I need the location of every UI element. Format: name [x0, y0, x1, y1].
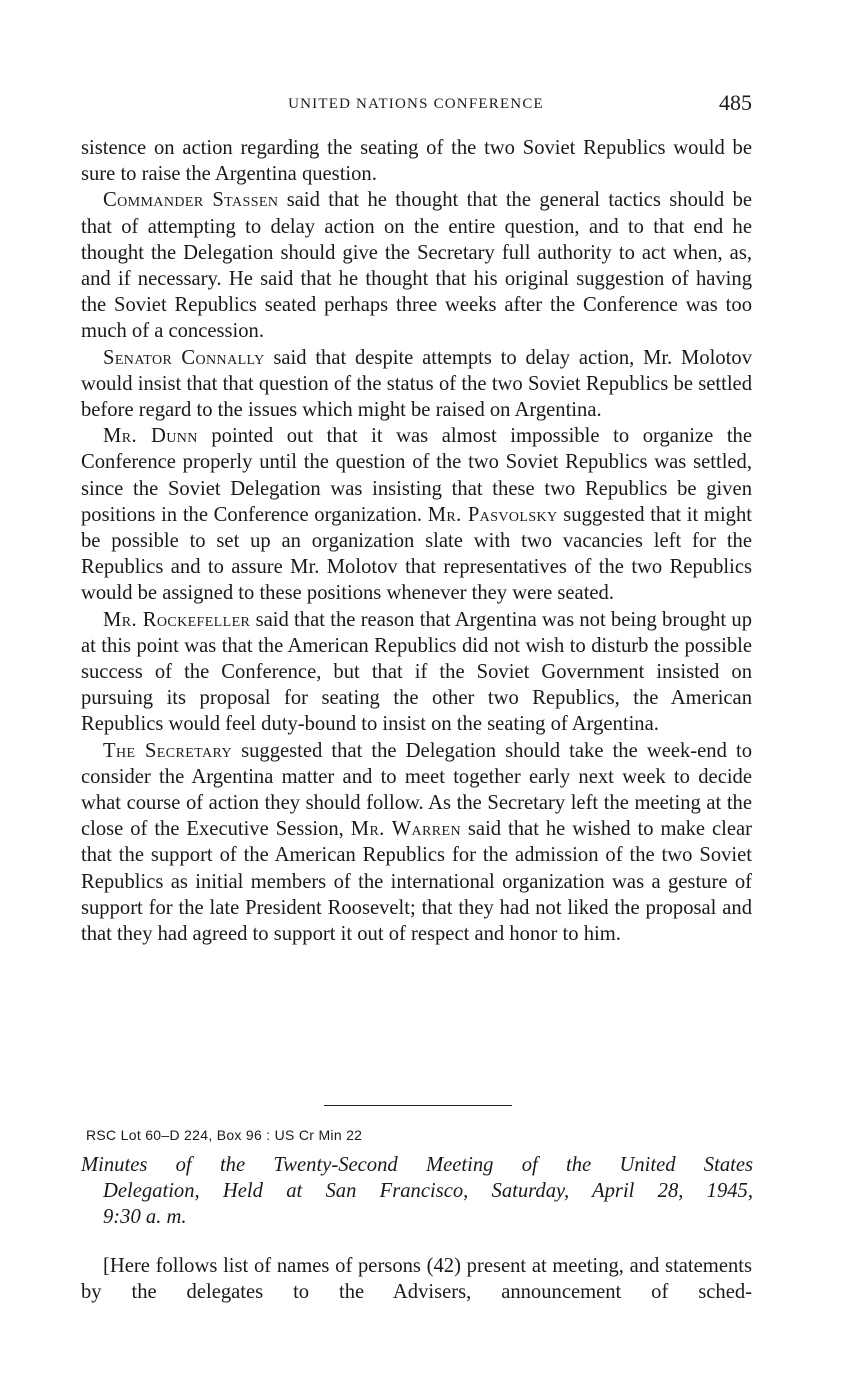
- paragraph: [81, 423, 752, 606]
- paragraph-text: said that he thought that the general tactics should be that of attempting to delay action on the entire question, and to that end he thought the Delegation should give the Secretary full authority to act when, as, and if necessary. He said that he thought that his original suggestion of having the Soviet Republics seated perhaps three weeks after the Conference was too much of a concession.: [81, 189, 753, 343]
- paragraph-text: suggested that the Delegation should take the week-end to consider the Argentina matter and to meet together early next week to decide what course of action they should follow. As the Secretary left the meeting at the close of the Executive Session,: [81, 739, 752, 841]
- speaker-name: Mr. Dunn: [103, 425, 198, 448]
- paragraph-text: suggested that it might be possible to set up an organization slate with two vacancies left for the Republics and to assure Mr. Molotov that representatives of the two Republics would be assigned to these positions whenever they were seated.: [81, 503, 752, 605]
- paragraph: [81, 738, 752, 948]
- editorial-note-text: [Here follows list of names of persons (42) present at meeting, and statements by the delegates to the Advisers, announcement of sched-: [81, 1255, 752, 1303]
- paragraph: [81, 607, 752, 738]
- speaker-name: Mr. Rockefeller: [103, 608, 251, 631]
- paragraph-text: pointed out that it was almost impossible to organize the Conference properly until the question of the two Soviet Republics was settled, since the Soviet Delegation was insisting that these two Republics be given positions in the Conference organization.: [81, 425, 752, 526]
- editorial-note: [81, 1253, 752, 1305]
- paragraph: [81, 187, 752, 344]
- minutes-title-line: Delegation, Held at San Francisco, Saturday, April 28, 1945,: [103, 1180, 753, 1202]
- source-note: RSC Lot 60–D 224, Box 96 : US Cr Min 22: [86, 1127, 363, 1143]
- paragraph-text: said that despite attempts to delay action, Mr. Molotov would insist that that question of the status of the two Soviet Republics be settled before regard to the issues which might be raised on Argentina.: [81, 346, 752, 422]
- paragraph-text: said that he wished to make clear that the support of the American Republics for the admission of the two Soviet Republics as initial members of the international organization was a gesture of support for the late President Roosevelt; that they had not liked the proposal and that they had agreed to support it out of respect and honor to him.: [81, 818, 752, 946]
- speaker-name: Mr. Pasvolsky: [427, 503, 558, 526]
- paragraph: [81, 135, 752, 187]
- minutes-title-line: Minutes of the Twenty-Second Meeting of the United States: [81, 1154, 753, 1176]
- speaker-name: Senator Connally: [103, 346, 265, 369]
- speaker-name: Commander Stassen: [103, 189, 279, 212]
- paragraph-text: sistence on action regarding the seating of the two Soviet Republics would be sure to raise the Argentina question.: [81, 137, 752, 186]
- paragraph-text: said that the reason that Argentina was not being brought up at this point was that the American Republics did not wish to disturb the possible success of the Conference, but that if the Soviet Government insisted on pursuing its proposal for seating the other two Republics, the American Republics would feel duty-bound to insist on the seating of Argentina.: [81, 608, 753, 736]
- minutes-title: [81, 1152, 753, 1230]
- minutes-title-line: 9:30 a. m.: [103, 1206, 187, 1228]
- page-header: [80, 90, 752, 120]
- speaker-name: Mr. Warren: [350, 818, 461, 841]
- running-title: UNITED NATIONS CONFERENCE: [288, 96, 544, 112]
- page-number: 485: [719, 90, 752, 115]
- paragraph: [81, 345, 752, 424]
- document-body: [81, 135, 752, 947]
- speaker-name: The Secretary: [103, 739, 232, 762]
- section-divider: [324, 1105, 512, 1106]
